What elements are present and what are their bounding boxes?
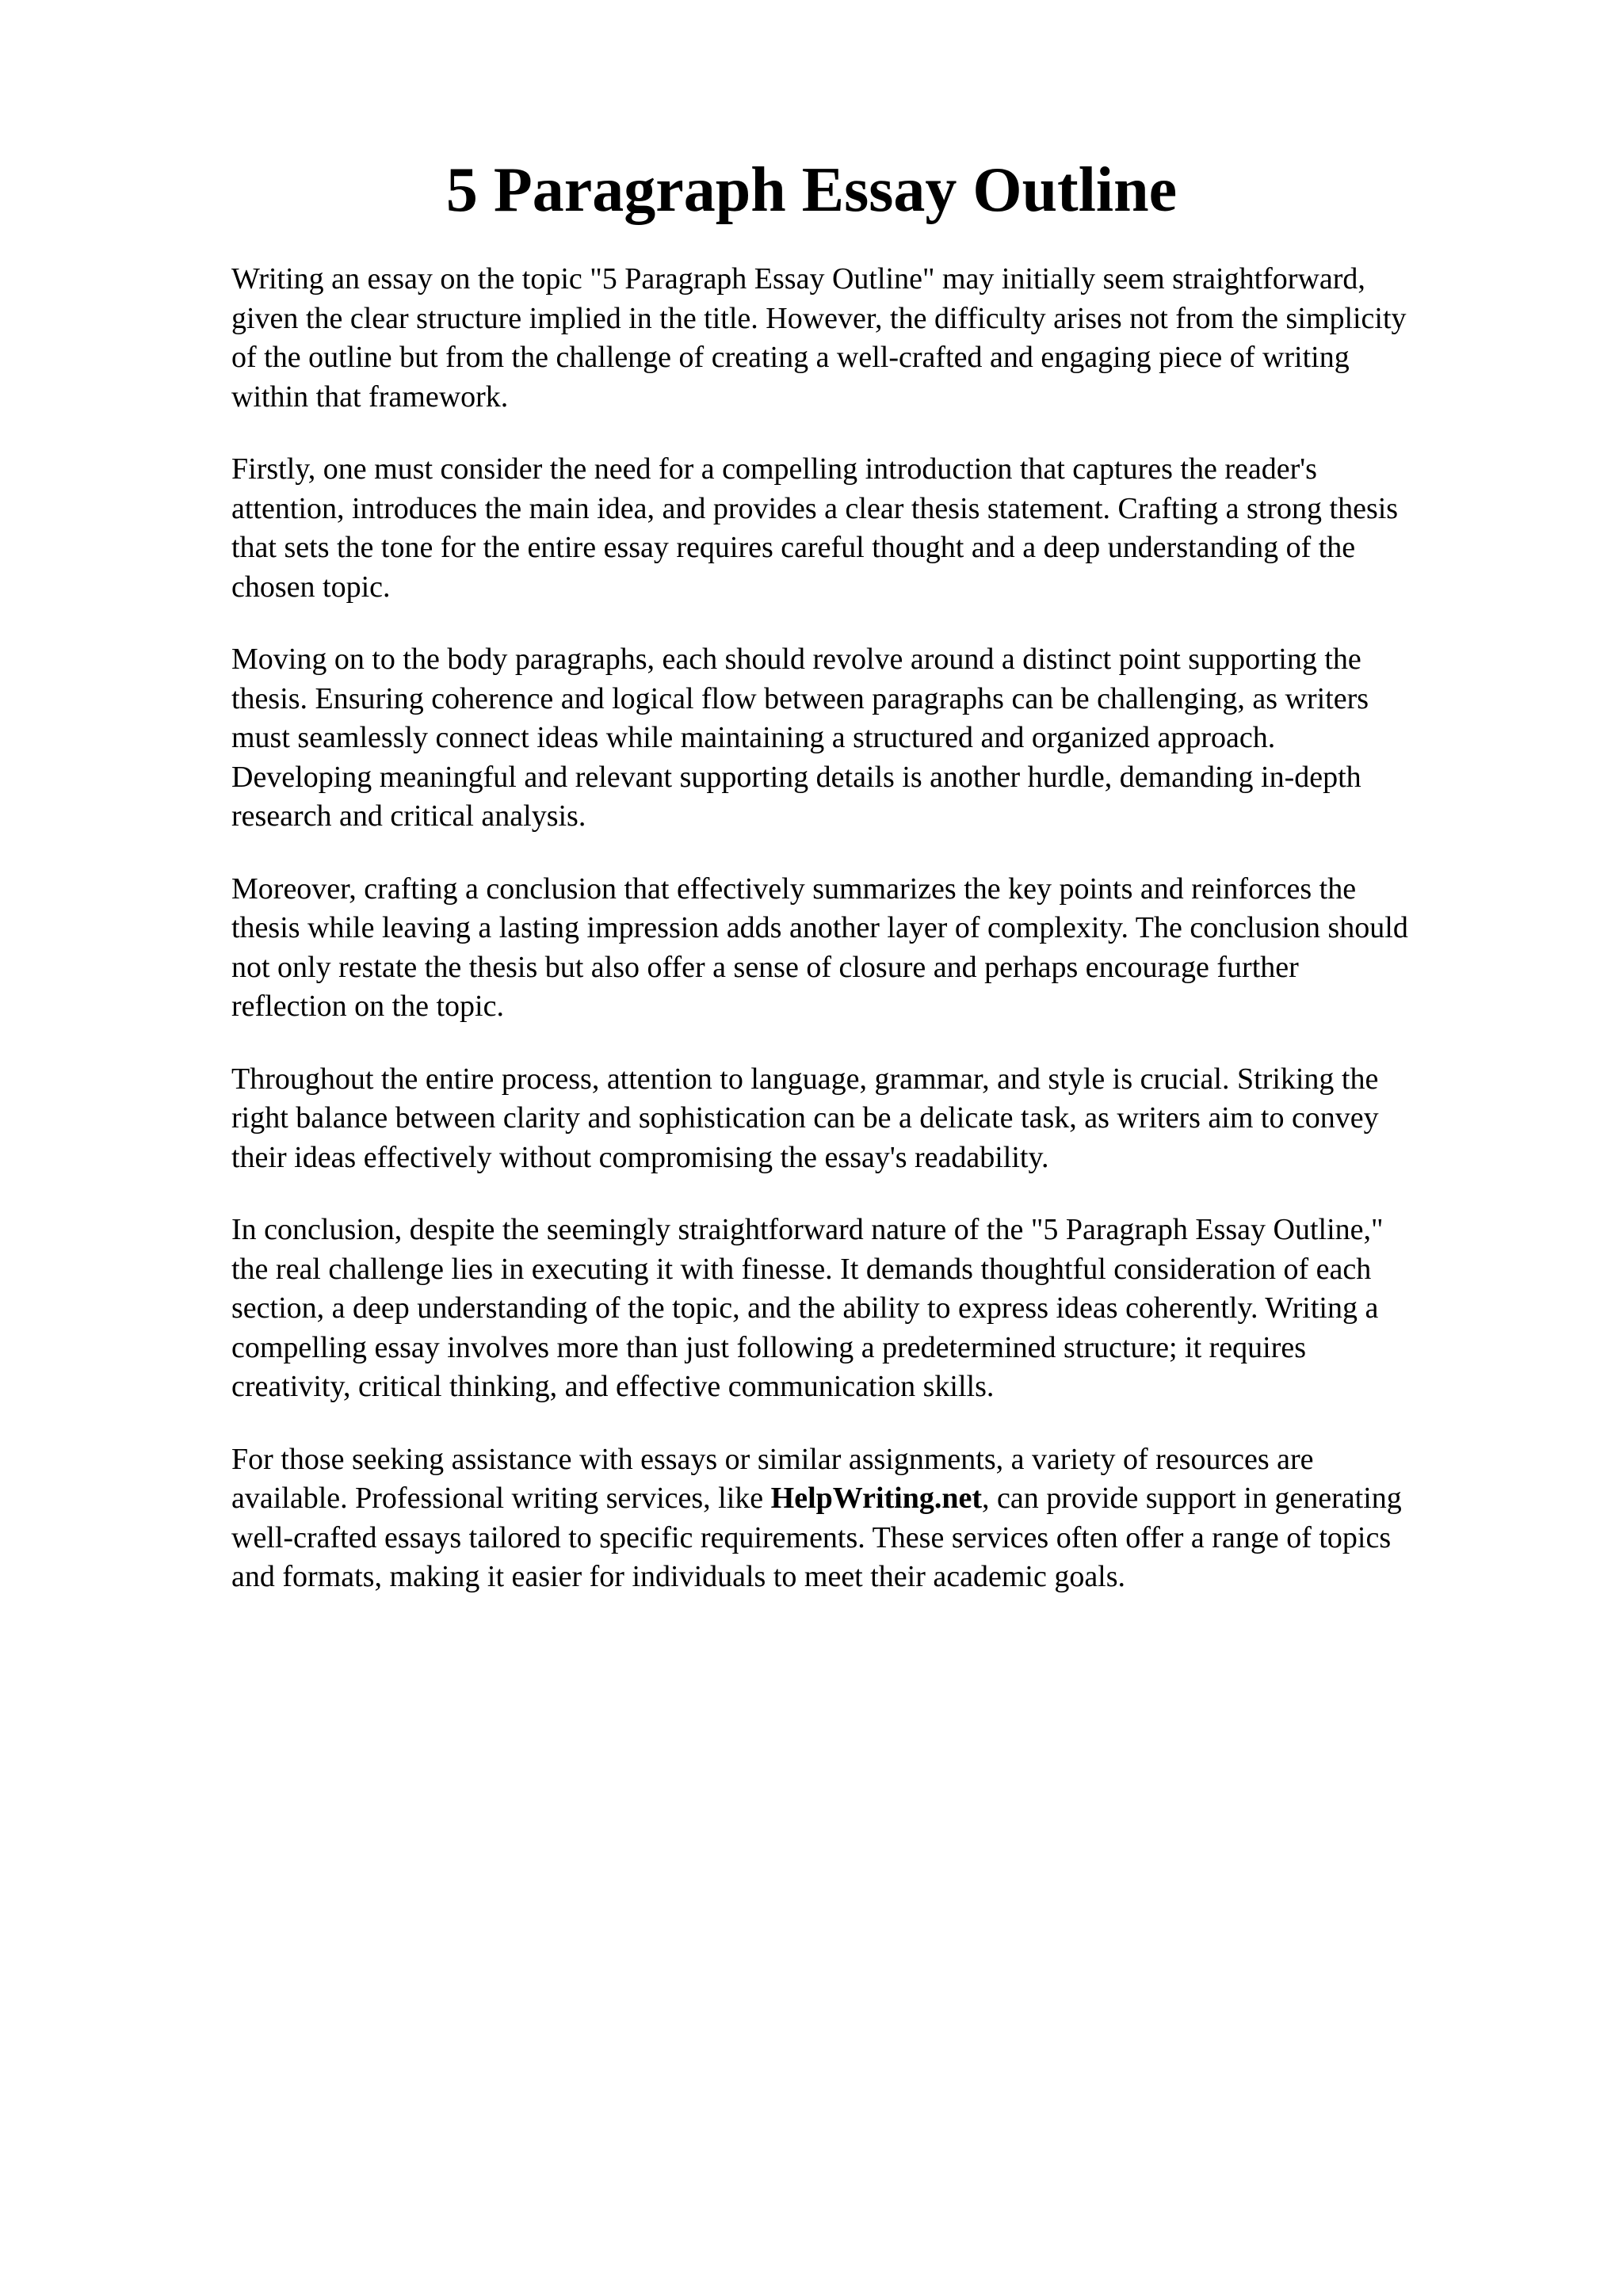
paragraph-line: Throughout the entire process, attention to language, grammar, and style is crucial. Striking the <box>231 1062 1379 1096</box>
paragraph-line: section, a deep understanding of the topic, and the ability to express ideas coherently. Writing a <box>231 1291 1379 1325</box>
paragraph-line: their ideas effectively without compromising the essay's readability. <box>231 1140 1049 1174</box>
paragraph-resources <box>231 1440 1531 1597</box>
paragraph-line: of the outline but from the challenge of creating a well-crafted and engaging piece of writing <box>231 341 1350 374</box>
line-text-after-link: , can provide support in generating <box>982 1482 1402 1515</box>
paragraph-introduction-advice <box>231 450 1531 607</box>
paragraph-line: compelling essay involves more than just following a predetermined structure; it requires <box>231 1330 1307 1364</box>
paragraph-conclusion-advice <box>231 870 1531 1027</box>
paragraph-line: right balance between clarity and sophistication can be a delicate task, as writers aim to convey <box>231 1101 1379 1135</box>
paragraph-line: Developing meaningful and relevant supporting details is another hurdle, demanding in-depth <box>231 760 1361 794</box>
paragraph-line: Writing an essay on the topic "5 Paragraph Essay Outline" may initially seem straightforward, <box>231 262 1365 296</box>
paragraph-line: within that framework. <box>231 379 509 414</box>
paragraph-line: and formats, making it easier for individuals to meet their academic goals. <box>231 1560 1126 1593</box>
paragraph-body-advice <box>231 640 1531 837</box>
document-title: 5 Paragraph Essay Outline <box>445 155 1178 225</box>
paragraph-line: creativity, critical thinking, and effective communication skills. <box>231 1370 995 1403</box>
paragraph-line: For those seeking assistance with essays or similar assignments, a variety of resources are <box>231 1442 1314 1476</box>
paragraph-style-advice <box>231 1060 1531 1178</box>
paragraph-in-conclusion <box>231 1211 1531 1407</box>
paragraph-line: thesis. Ensuring coherence and logical flow between paragraphs can be challenging, as writers <box>231 681 1369 715</box>
paragraph-line: In conclusion, despite the seemingly straightforward nature of the "5 Paragraph Essay Outline," <box>231 1213 1384 1246</box>
paragraph-line: Moreover, crafting a conclusion that effectively summarizes the key points and reinforces the <box>231 871 1357 906</box>
line-text-before-link: available. Professional writing services, like <box>231 1482 771 1515</box>
paragraph-line: must seamlessly connect ideas while maintaining a structured and organized approach. <box>231 721 1276 754</box>
paragraph-line: thesis while leaving a lasting impression adds another layer of complexity. The conclusion should <box>231 911 1408 944</box>
paragraph-line: that sets the tone for the entire essay requires careful thought and a deep understanding of the <box>231 531 1356 564</box>
paragraph-line: research and critical analysis. <box>231 799 586 833</box>
paragraph-line: the real challenge lies in executing it with finesse. It demands thoughtful consideration of each <box>231 1252 1372 1286</box>
helpwriting-link[interactable]: HelpWriting.net <box>770 1482 983 1515</box>
paragraph-line: Moving on to the body paragraphs, each should revolve around a distinct point supporting the <box>231 643 1361 676</box>
paragraph-line: well-crafted essays tailored to specific requirements. These services often offer a range of topics <box>231 1520 1392 1554</box>
paragraph-line: chosen topic. <box>231 570 391 604</box>
paragraph-line: Firstly, one must consider the need for a compelling introduction that captures the reader's <box>231 452 1317 486</box>
paragraph-intro <box>231 260 1531 417</box>
paragraph-line: reflection on the topic. <box>231 990 504 1023</box>
paragraph-line-with-link <box>231 1479 1531 1519</box>
paragraph-line: given the clear structure implied in the title. However, the difficulty arises not from the simplicity <box>231 301 1407 335</box>
paragraph-line: attention, introduces the main idea, and provides a clear thesis statement. Crafting a strong thesis <box>231 491 1399 525</box>
paragraph-line: not only restate the thesis but also offer a sense of closure and perhaps encourage further <box>231 950 1299 984</box>
document-body <box>231 260 1531 1630</box>
